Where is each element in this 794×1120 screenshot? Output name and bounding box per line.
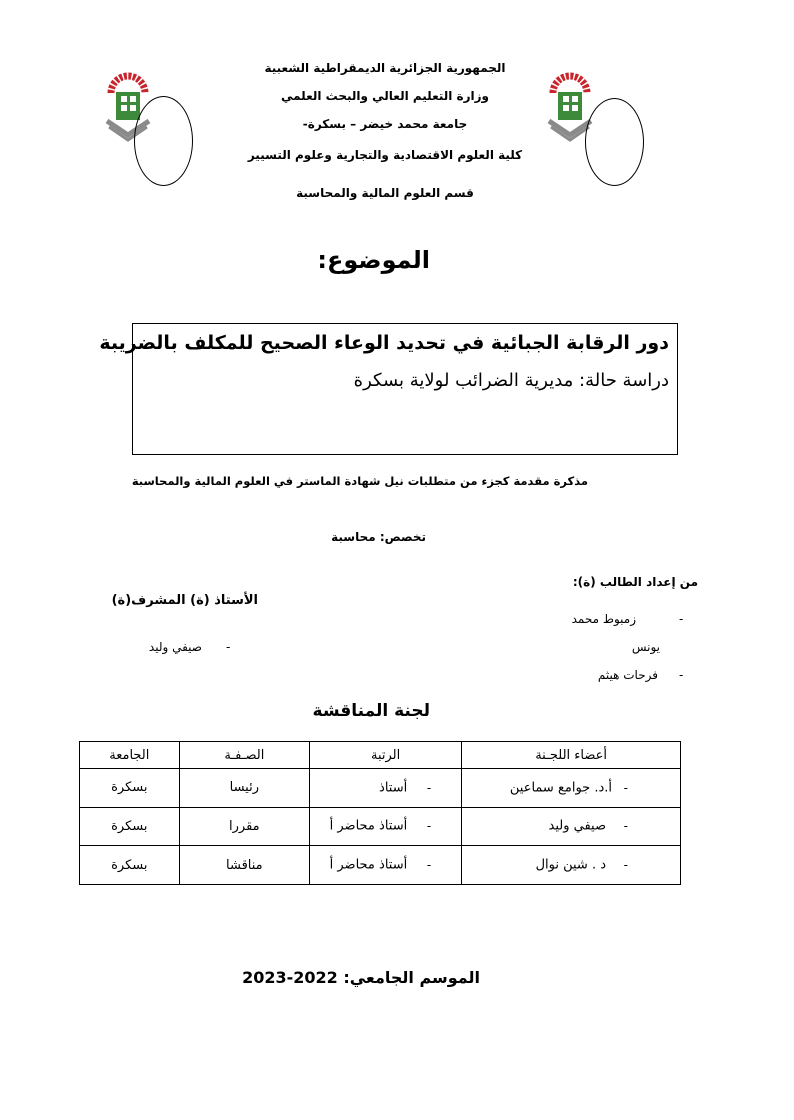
memo-statement: مذكرة مقدمة كجزء من متطلبات نيل شهادة الماستر في العلوم المالية والمحاسبة — [131, 474, 588, 488]
member-name: صيفي وليد — [548, 818, 606, 834]
university-cell: بسكرة — [80, 807, 180, 846]
header-ministry: وزارة التعليم العالي والبحث العلمي — [280, 89, 490, 103]
rank-value: أستاذ — [379, 780, 408, 796]
student-name: يونس — [631, 640, 660, 654]
role-cell: مناقشا — [179, 846, 309, 885]
member-cell — [462, 846, 681, 885]
student-dash: - — [679, 612, 684, 626]
specialty: تخصص: محاسبة — [331, 530, 426, 544]
rank-dash: - — [426, 858, 432, 873]
table-row — [80, 846, 681, 885]
table-header-row — [80, 742, 681, 769]
student-name: فرحات هيثم — [597, 668, 658, 682]
header-university: الجامعة — [80, 742, 180, 769]
supervisor-label: الأستاذ (ة) المشرف(ة) — [111, 593, 258, 608]
header-republic: الجمهورية الجزائرية الديمقراطية الشعبية — [264, 61, 506, 75]
students-label: من إعداد الطالب (ة): — [572, 575, 698, 589]
header-members: أعضاء اللجـنة — [462, 742, 681, 769]
header-rank: الرتبة — [310, 742, 462, 769]
rank-cell — [310, 807, 462, 846]
rank-dash: - — [426, 780, 432, 795]
member-dash: - — [623, 858, 628, 873]
student-dash: - — [679, 668, 684, 682]
member-name: أ.د. جوامع سماعين — [509, 780, 612, 796]
rank-value: أستاذ محاضر أ — [329, 818, 408, 834]
member-cell — [462, 807, 681, 846]
university-cell: بسكرة — [80, 769, 180, 808]
member-cell — [462, 769, 681, 808]
member-dash: - — [623, 780, 628, 795]
role-cell: رئيسا — [179, 769, 309, 808]
rank-dash: - — [426, 819, 432, 834]
table-row — [80, 807, 681, 846]
header-department: قسم العلوم المالية والمحاسبة — [296, 186, 474, 200]
member-dash: - — [623, 819, 628, 834]
logo-outline-circle-left — [134, 96, 193, 186]
subject-label: الموضوع: — [317, 246, 430, 274]
committee-table — [79, 741, 681, 885]
logo-outline-circle-right — [585, 98, 644, 186]
case-study: دراسة حالة: مديرية الضرائب لولاية بسكرة — [353, 370, 669, 391]
rank-value: أستاذ محاضر أ — [329, 857, 408, 873]
rank-cell — [310, 846, 462, 885]
university-cell: بسكرة — [80, 846, 180, 885]
table-row — [80, 769, 681, 808]
role-cell: مقررا — [179, 807, 309, 846]
header-faculty: كلية العلوم الاقتصادية والتجارية وعلوم التسيير — [247, 148, 523, 162]
committee-label: لجنة المناقشة — [312, 701, 430, 721]
member-name: د . شين نوال — [535, 857, 606, 873]
supervisor-name: صيفي وليد — [148, 640, 202, 654]
supervisor-dash: - — [226, 640, 231, 654]
subject-box — [99, 323, 678, 455]
academic-season: الموسم الجامعي: 2022-2023 — [242, 968, 480, 987]
header-university: جامعة محمد خيضر – بسكرة- — [302, 117, 468, 131]
student-name: زمبوط محمد — [571, 612, 636, 626]
thesis-title: دور الرقابة الجبائية في تحديد الوعاء الصحيح للمكلف بالضريبة — [99, 332, 669, 354]
rank-cell — [310, 769, 462, 808]
header-role: الصـفـة — [179, 742, 309, 769]
